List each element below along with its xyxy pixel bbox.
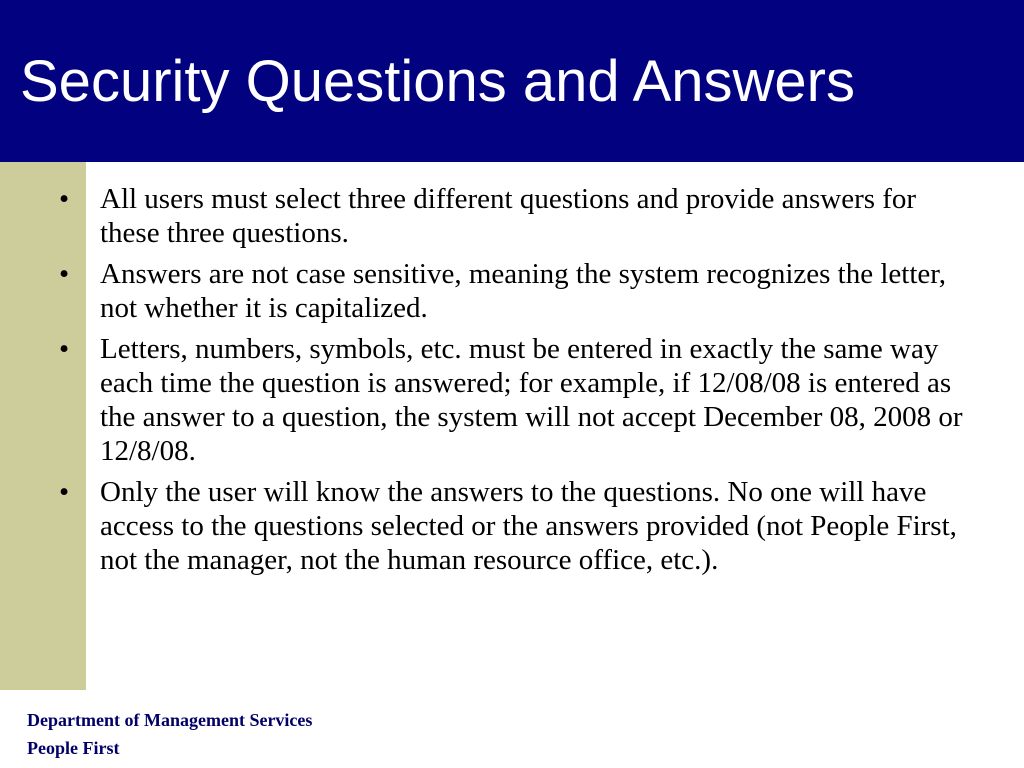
bullet-list [59, 182, 980, 584]
bullet-text: Letters, numbers, symbols, etc. must be entered in exactly the same way each time the question is answered; for example, if 12/08/08 is entered as the answer to a question, the system will not accept December 08, 2008 or 12/8/08. [100, 333, 963, 467]
bullet-item [59, 182, 980, 250]
slide-title: Security Questions and Answers [20, 49, 855, 114]
bullet-text: Answers are not case sensitive, meaning the system recognizes the letter, not whether it is capitalized. [100, 258, 946, 324]
bullet-marker: • [59, 333, 70, 365]
footer-department: Department of Management Services [27, 710, 313, 730]
bullet-marker: • [59, 183, 70, 215]
bullet-item [59, 332, 980, 468]
bullet-text: Only the user will know the answers to the questions. No one will have access to the questions selected or the answers provided (not People First, not the manager, not the human resource office, etc.). [100, 476, 957, 576]
bullet-text: All users must select three different questions and provide answers for these three questions. [100, 183, 917, 249]
bullet-item [59, 475, 980, 577]
footer-program: People First [27, 738, 120, 758]
bullet-item [59, 257, 980, 325]
bullet-marker: • [59, 476, 70, 508]
bullet-marker: • [59, 258, 70, 290]
